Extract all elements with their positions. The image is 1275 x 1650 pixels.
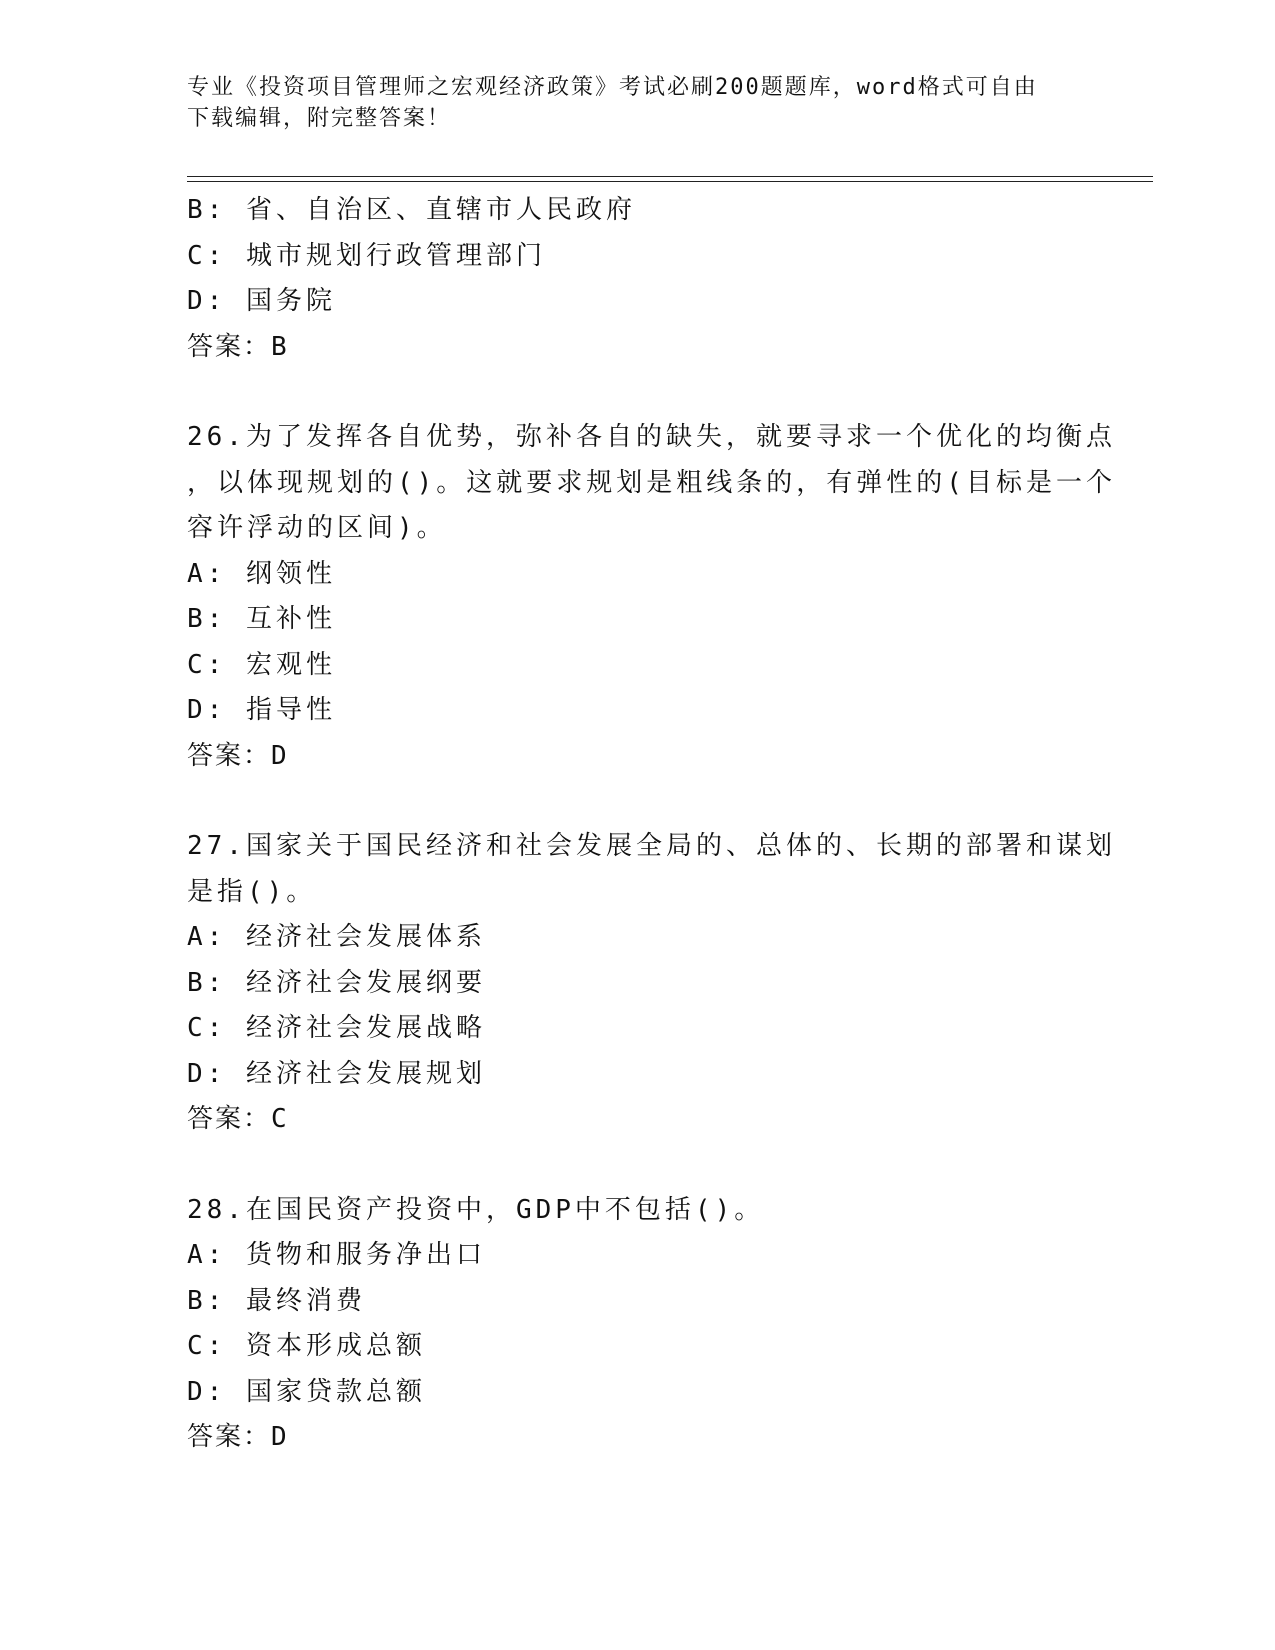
question-text-line: 是指()。 bbox=[187, 876, 317, 907]
question-25-continued bbox=[187, 188, 1077, 370]
header-rule-bottom bbox=[187, 181, 1153, 182]
answer-value: D bbox=[271, 1422, 287, 1452]
option-c: C: 资本形成总额 bbox=[187, 1331, 426, 1361]
option-d: D: 经济社会发展规划 bbox=[187, 1058, 486, 1089]
option-b: B: 省、自治区、直辖市人民政府 bbox=[187, 195, 636, 225]
header-line-1: 专业《投资项目管理师之宏观经济政策》考试必刷200题题库，word格式可自由 bbox=[187, 75, 1038, 100]
option-a: A: 货物和服务净出口 bbox=[187, 1240, 486, 1270]
answer-label: 答案： bbox=[187, 740, 272, 771]
option-d: D: 国务院 bbox=[187, 286, 336, 316]
answer-line bbox=[187, 325, 1077, 371]
answer-label: 答案： bbox=[187, 331, 272, 362]
answer-value: B bbox=[271, 331, 287, 362]
question-text-line: ，以体现规划的()。这就要求规划是粗线条的，有弹性的(目标是一个 bbox=[187, 467, 1116, 498]
option-c: C: 宏观性 bbox=[187, 649, 336, 680]
question-text-line: 容许浮动的区间)。 bbox=[187, 513, 447, 543]
answer-line bbox=[187, 1415, 1077, 1461]
option-c: C: 城市规划行政管理部门 bbox=[187, 240, 546, 271]
option-a: A: 经济社会发展体系 bbox=[187, 922, 486, 952]
option-d: D: 国家贷款总额 bbox=[187, 1376, 426, 1407]
question-text-line: 28.在国民资产投资中，GDP中不包括()。 bbox=[187, 1194, 765, 1225]
question-list bbox=[187, 188, 1116, 1461]
answer-label: 答案： bbox=[187, 1422, 272, 1452]
answer-label: 答案： bbox=[187, 1104, 272, 1134]
answer-line bbox=[187, 1097, 1077, 1143]
question-26 bbox=[187, 415, 1116, 779]
question-27 bbox=[187, 824, 1116, 1143]
answer-value: D bbox=[271, 740, 287, 771]
answer-value: C bbox=[271, 1104, 287, 1134]
header-line-2: 下载编辑，附完整答案！ bbox=[187, 106, 452, 131]
option-b: B: 经济社会发展纲要 bbox=[187, 967, 486, 998]
option-a: A: 纲领性 bbox=[187, 558, 336, 589]
question-text-line: 26.为了发挥各自优势，弥补各自的缺失，就要寻求一个优化的均衡点 bbox=[187, 422, 1116, 452]
document-header bbox=[187, 72, 1067, 134]
header-rule-top bbox=[187, 176, 1153, 177]
option-b: B: 互补性 bbox=[187, 604, 336, 634]
answer-line bbox=[187, 734, 1077, 780]
option-d: D: 指导性 bbox=[187, 695, 336, 725]
option-b: B: 最终消费 bbox=[187, 1285, 366, 1316]
question-text-line: 27.国家关于国民经济和社会发展全局的、总体的、长期的部署和谋划 bbox=[187, 831, 1116, 861]
option-c: C: 经济社会发展战略 bbox=[187, 1013, 486, 1043]
question-28 bbox=[187, 1188, 1077, 1461]
